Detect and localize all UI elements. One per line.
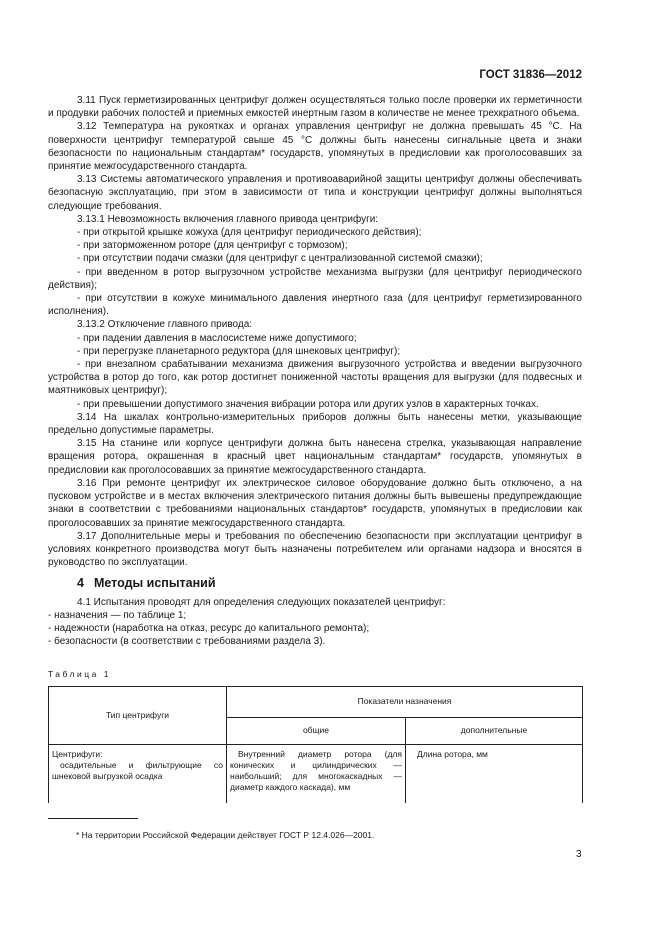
list-item: - при падении давления в маслосистеме ниже допустимого; [77,332,357,344]
type-desc: осадительные и фильтрующие со шнековой выгрузкой осадка [52,759,223,781]
list-item: - при введенном в ротор выгрузочном устройстве механизма выгрузки (для центрифуг периодического действия); [48,266,582,291]
section-heading [77,577,582,590]
list-item: - при отсутствии подачи смазки (для центрифуг с централизованной системой смазки); [77,253,483,265]
page-number: 3 [576,849,582,860]
table-cell-type [49,744,227,803]
list-item: - при перегрузке планетарного редуктора (для шнековых центрифуг); [77,345,401,357]
paragraph-3-15: 3.15 На станине или корпусе центрифуги должна быть нанесена стрелка, указывающая направление вращения ротора, окрашенная в красный цвет национальным стандартам* государств, упомянутых в предисловии как проголосовавших за принятие межгосударственного стандарта. [48,438,582,476]
list-item: - при превышении допустимого значения вибрации ротора или других узлов в характерных точках. [77,398,539,410]
list-item: - при отсутствии в кожухе минимального давления инертного газа (для центрифуг герметизированного исполнения). [48,293,582,318]
paragraph-3-16: 3.16 При ремонте центрифуг их электрическое силовое оборудование должно быть отключено, а на пусковом устройстве и в местах включения электрического питания должны быть вывешены предупреждающие знаки в соответствии с требованиями национальных стандартов* государств, упомянутых в предисловии как проголосовавших за принятие межгосударственного стандарта. [48,477,582,529]
list-item: - надежности (наработка на отказ, ресурс до капитального ремонта); [48,622,370,634]
section-number: 4 [77,576,84,591]
list-item: - безопасности (в соответствии с требованиями раздела 3). [48,636,326,648]
paragraph-3-13: 3.13 Системы автоматического управления и противоаварийной защиты центрифуг должны обеспечивать безопасную эксплуатацию, при этом в зависимости от типа и конструкции центрифуг должны выполняться следующие требования. [48,174,582,212]
header-group: Показатели назначения [227,686,583,717]
paragraph-3-11: 3.11 Пуск герметизированных центрифуг должен осуществляться только после проверки их герметичности и продувки рабочих полостей и приемных емкостей инертным газом в количестве не менее трехкратного объема. [48,95,582,120]
table-cell-general: Внутренний диаметр ротора (для конических и цилиндрических — наибольший; для многокаскадных — диаметр каждого каскада), мм [227,744,406,803]
paragraph-3-12: 3.12 Температура на рукоятках и органах управления центрифуг не должна превышать 45 °С. На поверхности центрифуг температурой свыше 45 °С должны быть нанесены сигнальные цвета и знаки безопасности по национальным стандартам* государств, упомянутых в предисловии как проголосовавших за принятие межгосударственного стандарта. [48,121,582,173]
document-id: ГОСТ 31836—2012 [479,69,582,81]
table-caption: Таблица 1 [48,669,111,680]
list-item: - при внезапном срабатывании механизма движения выгрузочного устройства и введении выгрузочного устройства в ротор до того, как ротор достигнет пониженной частоты вращения для выгрузки (для подвесных и маятниковых центрифуг); [48,359,582,397]
paragraph-3-13-1: 3.13.1 Невозможность включения главного привода центрифуги: [77,213,379,225]
paragraph-3-17: 3.17 Дополнительные меры и требования по обеспечению безопасности при эксплуатации центрифуг в условиях конкретного производства могут быть назначены потребителем или органами надзора и вносятся в руководство по эксплуатации. [48,530,582,569]
list-item: - назначения — по таблице 1; [48,609,187,621]
header-type: Тип центрифуги [49,686,227,744]
paragraph-4-1: 4.1 Испытания проводят для определения следующих показателей центрифуг: [77,596,446,608]
list-item: - при открытой крышке кожуха (для центрифуг периодического действия); [77,227,422,239]
paragraph-3-14: 3.14 На шкалах контрольно-измерительных приборов должны быть нанесены метки, указывающие предельно допустимые параметры. [48,411,582,437]
header-additional: дополнительные [406,717,583,744]
header-general: общие [227,717,406,744]
paragraph-3-13-2: 3.13.2 Отключение главного привода: [77,319,253,331]
type-title: Центрифуги: [52,748,103,759]
list-item: - при заторможенном роторе (для центрифуг с тормозом); [77,240,348,252]
document-body [48,94,582,803]
section-title: Методы испытаний [93,576,216,591]
table-cell-additional: Длина ротора, мм [406,744,583,803]
footnote-divider [48,818,138,819]
table-1 [48,686,583,803]
footnote: * На территории Российской Федерации действует ГОСТ Р 12.4.026—2001. [76,830,375,840]
